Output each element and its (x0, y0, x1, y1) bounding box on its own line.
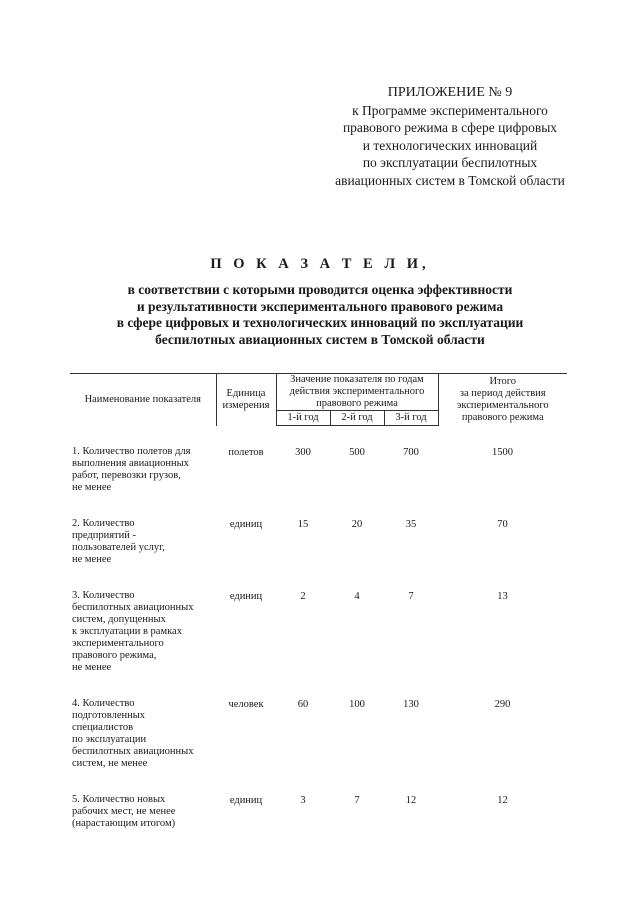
header-name: Наименование показателя (70, 374, 216, 426)
subtitle-line: в сфере цифровых и технологических инноваций по эксплуатации (116, 315, 524, 330)
table-row (70, 446, 567, 518)
appendix-line: правового режима в сфере цифровых (342, 120, 558, 135)
value-total: 13 (497, 591, 508, 602)
appendix-line: по эксплуатации беспилотных (362, 155, 538, 170)
value-year-2: 4 (354, 591, 360, 602)
value-total: 290 (494, 699, 511, 710)
value-year-1: 15 (297, 519, 309, 530)
document-subtitle (50, 282, 590, 348)
table-row (70, 590, 567, 698)
header-unit: Единица измерения (216, 374, 276, 426)
indicators-table (70, 373, 567, 854)
document-title: П О К А З А Т Е Л И, (210, 256, 430, 272)
table-row (70, 518, 567, 590)
value-year-1: 3 (300, 795, 306, 806)
indicator-unit: единиц (229, 795, 263, 806)
value-year-3: 7 (408, 591, 414, 602)
indicator-name: 5. Количество новых рабочих мест, не менее (нарастающим итогом) (72, 794, 176, 829)
value-year-3: 12 (405, 795, 417, 806)
header-year-2: 2-й год (330, 411, 384, 426)
indicator-unit: единиц (229, 591, 263, 602)
value-year-3: 130 (403, 699, 419, 710)
indicator-unit: полетов (228, 447, 264, 458)
value-year-3: 35 (405, 519, 417, 530)
value-year-1: 60 (297, 699, 309, 710)
value-total: 70 (497, 519, 508, 530)
subtitle-line: и результативности экспериментального правового режима (136, 298, 504, 314)
subtitle-line: беспилотных авиационных систем в Томской области (155, 331, 485, 347)
appendix-block (300, 84, 600, 189)
value-year-1: 300 (295, 447, 311, 458)
indicator-name: 3. Количество беспилотных авиационных систем, допущенных к эксплуатации в рамках экспериментального правового режима, не менее (72, 590, 194, 673)
value-year-2: 7 (354, 795, 360, 806)
value-year-2: 20 (351, 519, 363, 530)
indicator-name: 4. Количество подготовленных специалистов по эксплуатации беспилотных авиационных систем, не менее (72, 698, 194, 769)
header-values: Значение показателя по годам действия экспериментального правового режима (276, 374, 438, 411)
indicator-unit: человек (228, 699, 264, 710)
table-row (70, 794, 567, 854)
appendix-title: ПРИЛОЖЕНИЕ № 9 (387, 85, 513, 100)
table-row (70, 698, 567, 794)
header-total: Итого за период действия экспериментального правового режима (438, 374, 567, 426)
appendix-line: и технологических инноваций (362, 137, 538, 153)
value-year-2: 500 (349, 447, 365, 458)
value-year-1: 2 (300, 591, 306, 602)
value-year-2: 100 (349, 699, 365, 710)
indicator-name: 2. Количество предприятий - пользователей услуг, не менее (72, 518, 165, 565)
value-total: 1500 (492, 447, 513, 458)
indicator-name: 1. Количество полетов для выполнения авиационных работ, перевозки грузов, не менее (72, 446, 191, 493)
appendix-line: к Программе экспериментального (352, 102, 548, 118)
value-total: 12 (497, 795, 508, 806)
subtitle-line: в соответствии с которыми проводится оценка эффективности (127, 282, 513, 297)
indicator-unit: единиц (229, 519, 263, 530)
value-year-3: 700 (403, 447, 419, 458)
appendix-line: авиационных систем в Томской области (335, 172, 565, 188)
header-year-1: 1-й год (276, 411, 330, 426)
header-year-3: 3-й год (384, 411, 438, 426)
